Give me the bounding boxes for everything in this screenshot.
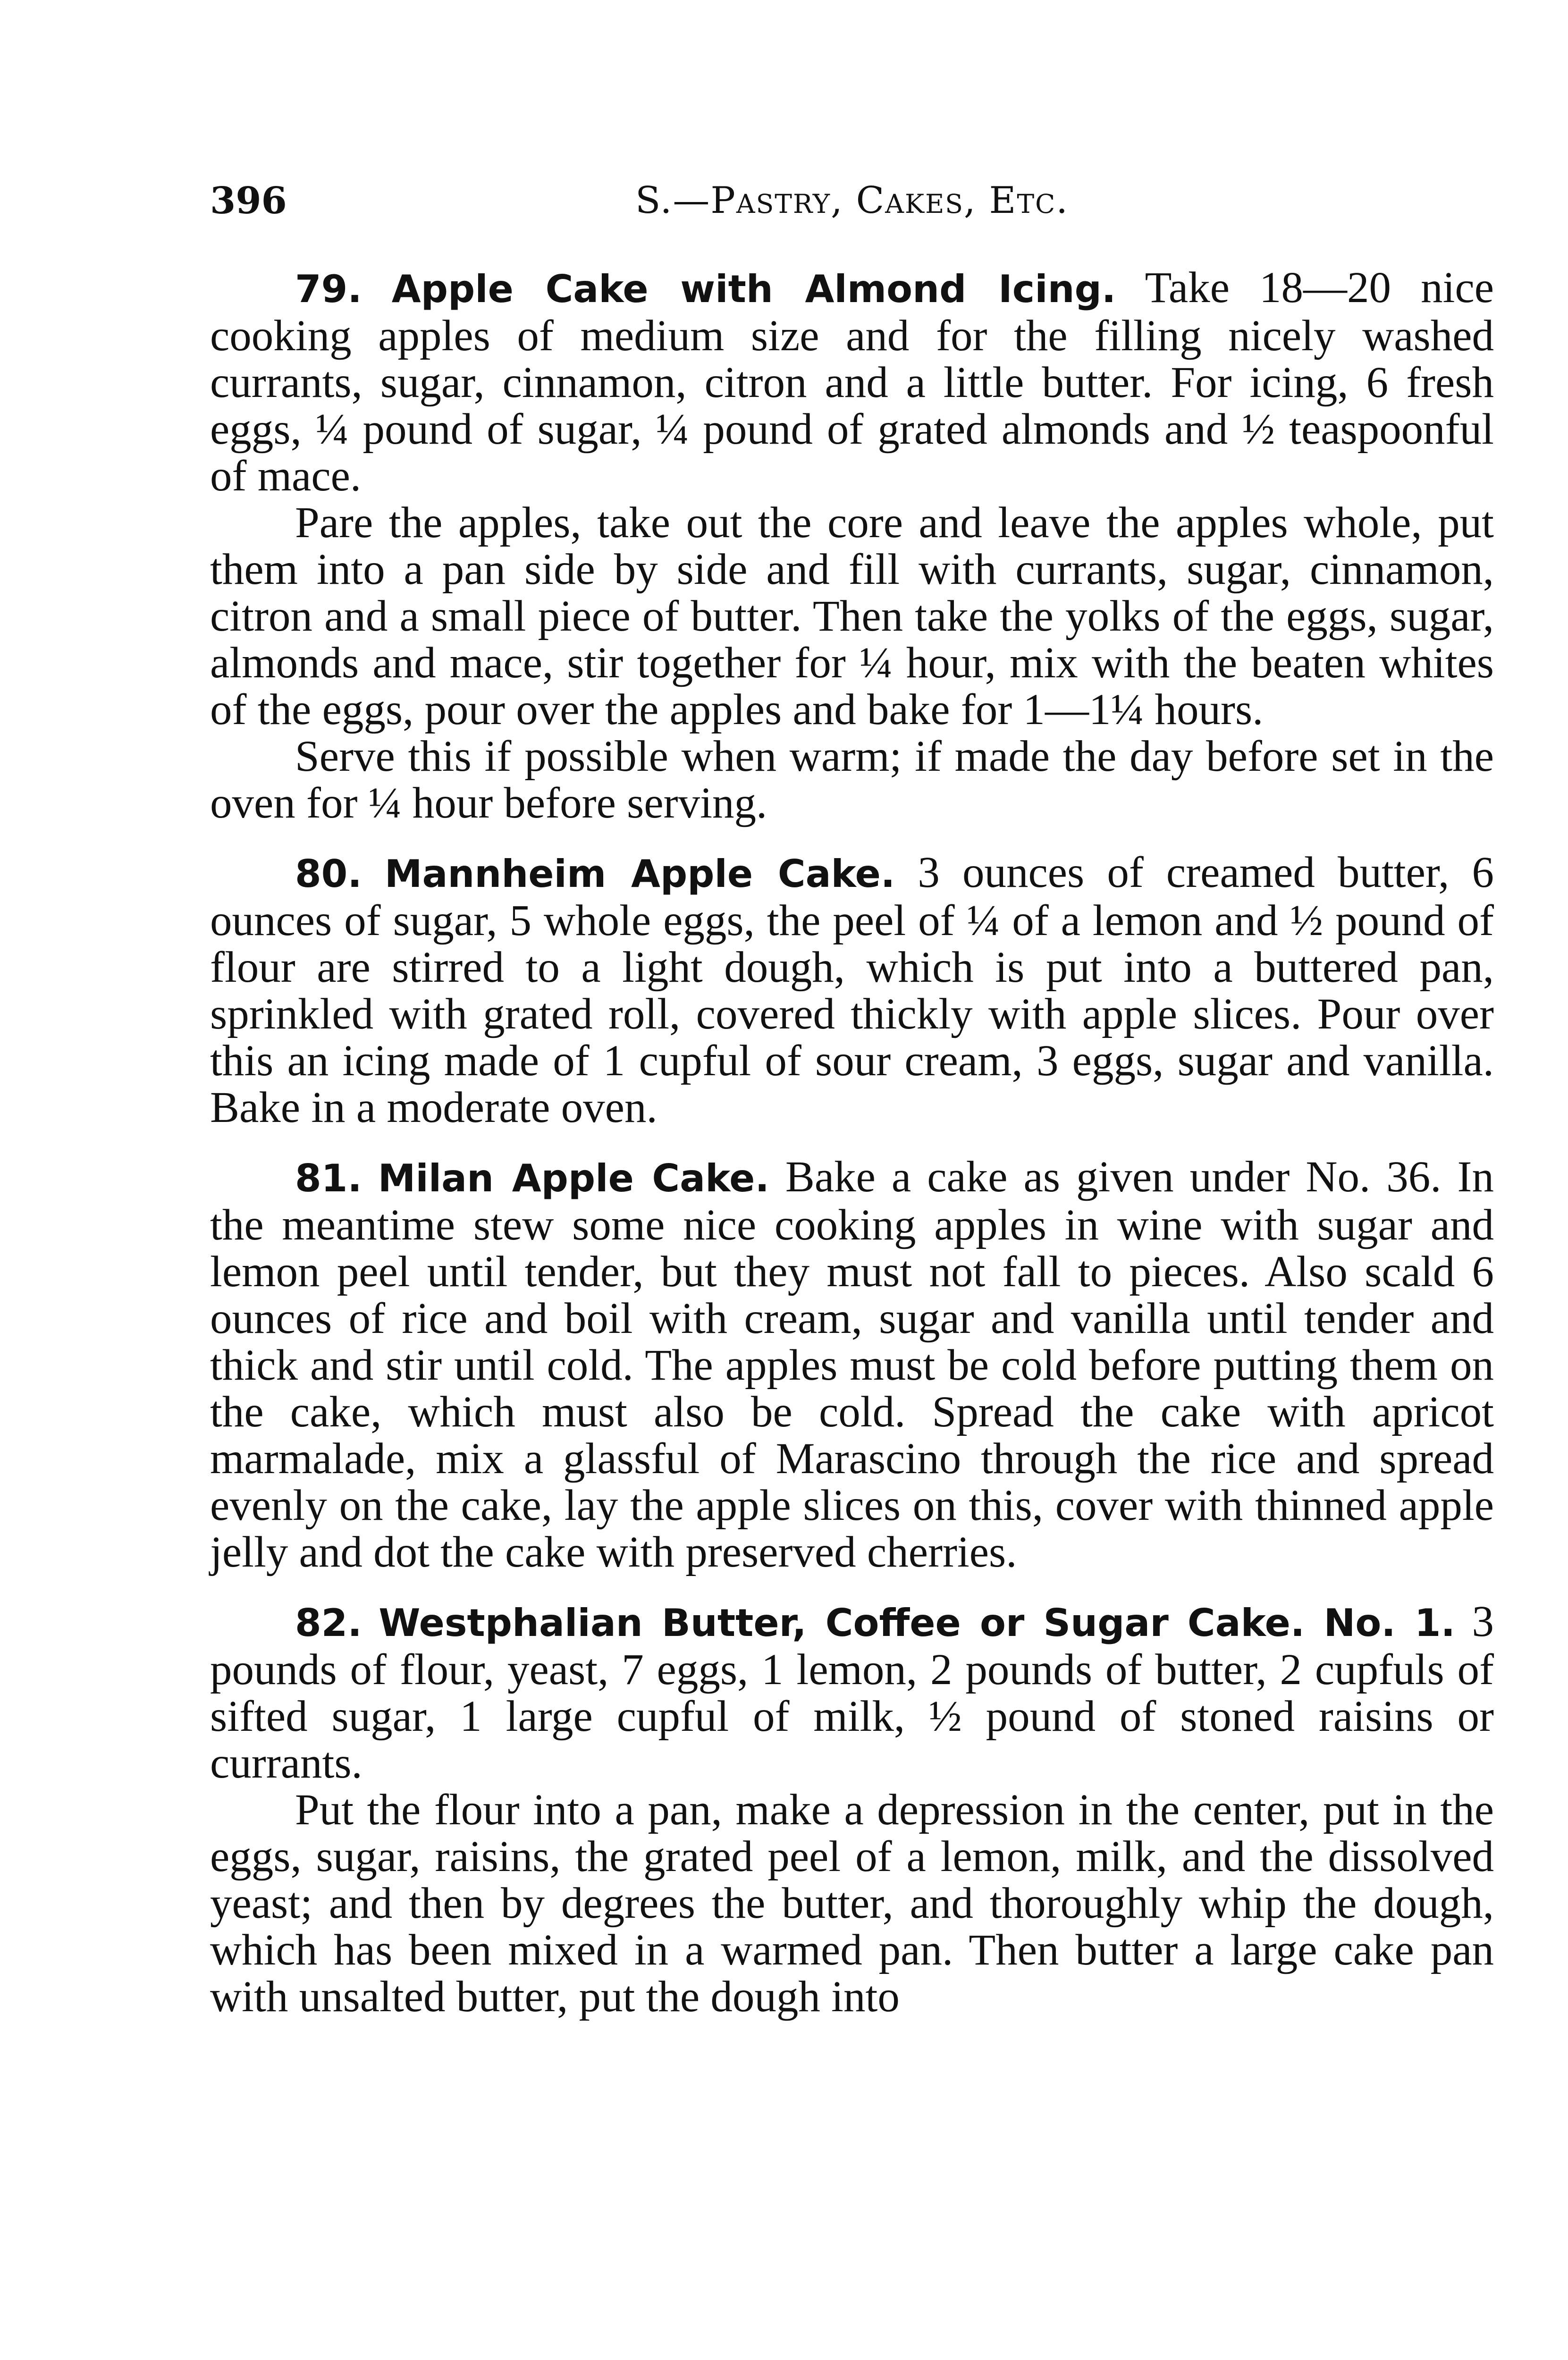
page-header [210,179,1494,231]
recipe-82-heading [210,1598,1494,1787]
recipe-79-title: Apple Cake with Almond Icing. [391,267,1116,311]
recipe-79-text-3: Serve this if possible when warm; if made the day before set in the oven for ¼ hour before serving. [210,732,1494,827]
recipe-81-title: Milan Apple Cake. [378,1156,769,1200]
recipe-79-paragraph-2 [210,499,1494,733]
recipe-82-paragraph-2 [210,1787,1494,2020]
recipe-79-text-2: Pare the apples, take out the core and leave the apples whole, put them into a pan side by side and fill with currants, sugar, cinnamon, citron and a small piece of butter. Then take the yolks of the eggs, sugar, almonds and mace, stir together for ¼ hour, mix with the beaten whites of the eggs, pour over the apples and bake for 1—1¼ hours. [210,498,1494,734]
recipe-81-paragraph-1 [210,1154,1494,1576]
recipe-82-title: Westphalian Butter, Coffee or Sugar Cake. No. 1. [379,1601,1455,1645]
page-number: 396 [210,179,287,222]
recipe-80-number: 80. [295,852,362,896]
recipe-82-text-1: 3 pounds of flour, yeast, 7 eggs, 1 lemon, 2 pounds of butter, 2 cupfuls of sifted sugar, 1 large cupful of milk, ½ pound of stoned raisins or currants. [210,1597,1494,1787]
recipe-79-paragraph-3 [210,733,1494,826]
recipe-79-paragraph-1 [210,264,1494,499]
recipe-82-number: 82. [295,1601,362,1645]
recipe-81-text-1: Bake a cake as given under No. 36. In the meantime stew some nice cooking apples in wine with sugar and lemon peel until tender, but they must not fall to pieces. Also scald 6 ounces of rice and boil with cream, sugar and vanilla until tender and thick and stir until cold. The apples must be cold before putting them on the cake, which must also be cold. Spread the cake with apricot marmalade, mix a glassful of Marascino through the rice and spread evenly on the cake, lay the apple slices on this, cover with thinned apple jelly and dot the cake with preserved cherries. [210,1153,1494,1576]
recipe-82-text-2: Put the flour into a pan, make a depression in the center, put in the eggs, sugar, raisins, the grated peel of a lemon, milk, and the dissolved yeast; and then by degrees the butter, and thoroughly whip the dough, which has been mixed in a warmed pan. Then butter a large cake pan with unsalted butter, put the dough into [210,1786,1494,2021]
recipe-80-title: Mannheim Apple Cake. [384,852,895,896]
recipe-80-paragraph-1 [210,849,1494,1131]
book-page [210,0,1494,2360]
recipe-79-text-1: Take 18—20 nice cooking apples of medium size and for the filling nicely washed currants, sugar, cinnamon, citron and a little butter. For icing, 6 fresh eggs, ¼ pound of sugar, ¼ pound of grated almonds and ½ teaspoonful of mace. [210,263,1494,500]
recipe-80-text-1: 3 ounces of creamed butter, 6 ounces of sugar, 5 whole eggs, the peel of ¼ of a lemon and ½ pound of flour are stirred to a light dough, which is put into a buttered pan, sprinkled with grated roll, covered thickly with apple slices. Pour over this an icing made of 1 cupful of sour cream, 3 eggs, sugar and vanilla. Bake in a moderate oven. [210,848,1494,1132]
running-head: S.—Pastry, Cakes, Etc. [635,179,1069,222]
recipe-79-number: 79. [295,267,362,311]
recipe-81-number: 81. [295,1156,362,1200]
page-body [210,264,1494,2020]
